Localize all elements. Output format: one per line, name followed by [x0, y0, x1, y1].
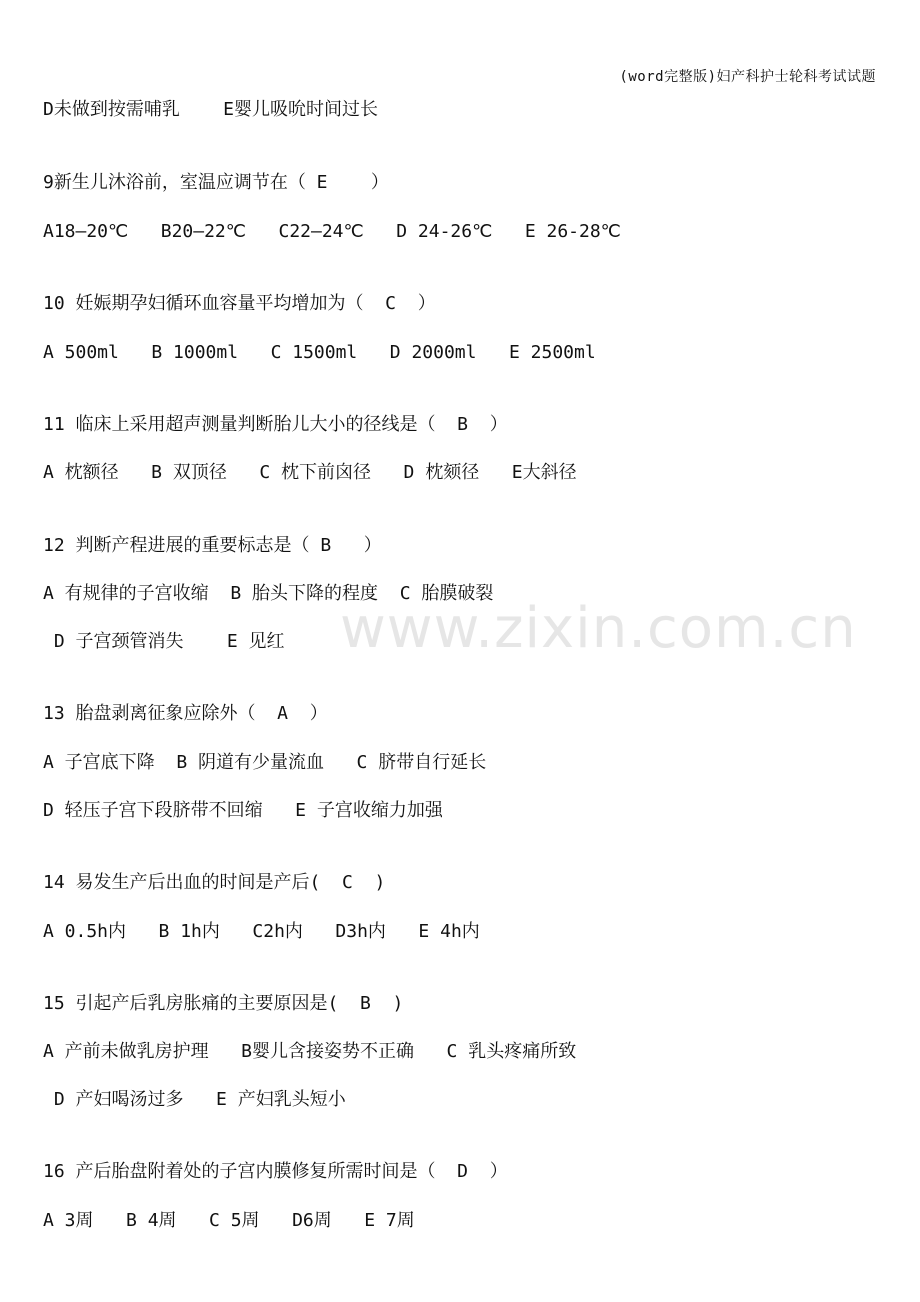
question-16: 16 产后胎盘附着处的子宫内膜修复所需时间是（ D ） [43, 1161, 508, 1182]
question-14: 14 易发生产后出血的时间是产后( C ) [43, 872, 386, 893]
options-q15-line2: D 产妇喝汤过多 E 产妇乳头短小 [43, 1089, 346, 1110]
options-q13-line1: A 子宫底下降 B 阴道有少量流血 C 脐带自行延长 [43, 752, 487, 773]
option-line-q8: D未做到按需哺乳 E婴儿吸吮时间过长 [43, 99, 379, 120]
question-11: 11 临床上采用超声测量判断胎儿大小的径线是（ B ） [43, 414, 508, 435]
options-q14: A 0.5h内 B 1h内 C2h内 D3h内 E 4h内 [43, 921, 480, 942]
question-9: 9新生儿沐浴前，室温应调节在（ E ） [43, 172, 389, 193]
options-q9: A18—20℃ B20—22℃ C22—24℃ D 24-26℃ E 26-28℃ [43, 221, 621, 242]
options-q10: A 500ml B 1000ml C 1500ml D 2000ml E 2500ml [43, 342, 596, 363]
question-12: 12 判断产程进展的重要标志是（ B ） [43, 535, 382, 556]
options-q13-line2: D 轻压子宫下段脐带不回缩 E 子宫收缩力加强 [43, 800, 443, 821]
options-q16: A 3周 B 4周 C 5周 D6周 E 7周 [43, 1210, 415, 1231]
question-13: 13 胎盘剥离征象应除外（ A ） [43, 703, 328, 724]
document-header: (word完整版)妇产科护士轮科考试试题 [619, 69, 876, 85]
options-q11: A 枕额径 B 双顶径 C 枕下前囟径 D 枕颏径 E大斜径 [43, 462, 577, 483]
options-q15-line1: A 产前未做乳房护理 B婴儿含接姿势不正确 C 乳头疼痛所致 [43, 1041, 577, 1062]
watermark: www.zixin.com.cn [340, 596, 857, 661]
question-10: 10 妊娠期孕妇循环血容量平均增加为（ C ） [43, 293, 436, 314]
question-15: 15 引起产后乳房胀痛的主要原因是( B ) [43, 993, 404, 1014]
options-q12-line1: A 有规律的子宫收缩 B 胎头下降的程度 C 胎膜破裂 [43, 583, 494, 604]
options-q12-line2: D 子宫颈管消失 E 见红 [43, 631, 285, 652]
